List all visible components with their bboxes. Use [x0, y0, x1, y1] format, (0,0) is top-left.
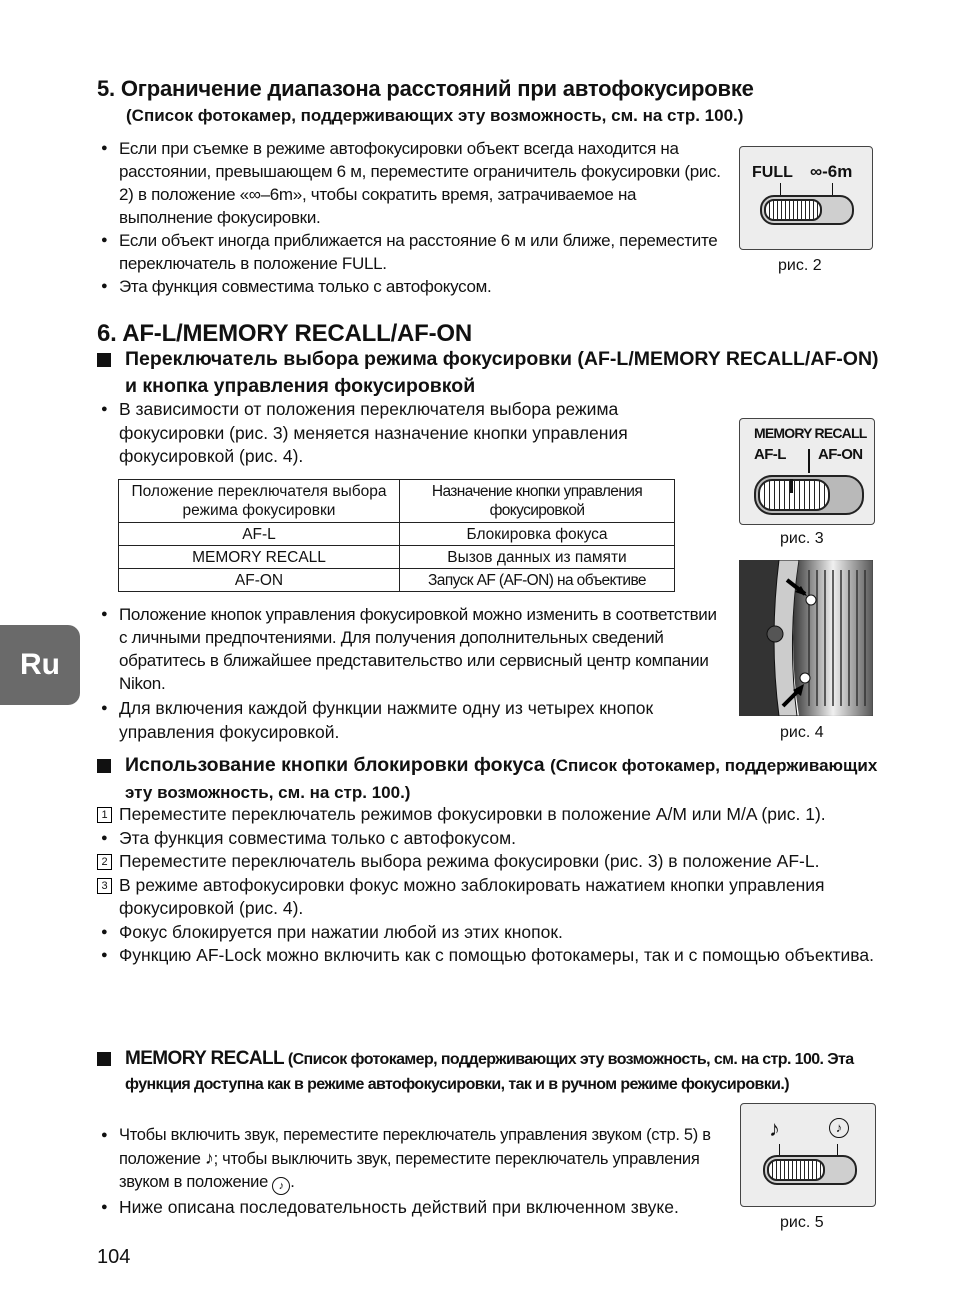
list-item: ● В зависимости от положения переключателя выбора режима фокусировки (рис. 3) меняется назначение кнопки управления фокусировкой (рис. 4).	[97, 398, 697, 469]
list-item: ● Для включения каждой функции нажмите одну из четырех кнопок управления фокусировкой.	[97, 697, 697, 744]
sound-switch-knob	[767, 1159, 825, 1181]
table-row	[119, 523, 675, 546]
focus-limiter-figure	[739, 146, 873, 250]
memory-recall-label: MEMORY RECALL	[754, 425, 867, 441]
list-item: 3 В режиме автофокусировки фокус можно заблокировать нажатием кнопки управления фокусировкой (рис. 4).	[97, 874, 887, 921]
sound-switch-figure	[740, 1103, 876, 1207]
sound-on-icon: ♪	[204, 1148, 214, 1168]
list-item: ● Если объект иногда приближается на расстояние 6 м или ближе, переместите переключатель в положение FULL.	[97, 229, 727, 275]
table-header: Назначение кнопки управления фокусировкой	[400, 480, 675, 523]
list-item: ● Эта функция совместима только с автофокусом.	[97, 827, 887, 851]
memory-recall-heading: MEMORY RECALL (Список фотокамер, поддерживающих эту возможность, см. на стр. 100. Эта функция доступна как в режиме автофокусировки, так и в ручном режиме фокусировки.)	[97, 1046, 887, 1097]
full-label: FULL	[752, 164, 793, 181]
page-number: 104	[97, 1246, 131, 1268]
sound-on-icon: ♪	[769, 1116, 780, 1141]
section6-bullets-2	[97, 697, 697, 744]
sound-off-icon: ♪	[829, 1118, 849, 1138]
table-row	[119, 546, 675, 569]
section5-title: 5. Ограничение диапазона расстояний при автофокусировке	[97, 76, 754, 101]
list-item: ● Фокус блокируется при нажатии любой из этих кнопок.	[97, 921, 887, 945]
list-item: ● Чтобы включить звук, переместите переключатель управления звуком (стр. 5) в положение ♪; чтобы выключить звук, переместите переключатель управления звуком в положение ♪ .	[97, 1124, 727, 1195]
infinity-6m-label: ∞-6m	[810, 162, 853, 181]
list-item: ● Эта функция совместима только с автофокусом.	[97, 275, 727, 298]
af-on-label: AF-ON	[818, 446, 863, 463]
table-row	[119, 569, 675, 592]
section6-title: 6. AF-L/MEMORY RECALL/AF-ON	[97, 320, 473, 347]
table-cell: AF-L	[119, 523, 400, 546]
list-item: 1 Переместите переключатель режимов фокусировки в положение A/M или M/A (рис. 1).	[97, 803, 887, 827]
table-header-row	[119, 480, 675, 523]
list-item: 2 Переместите переключатель выбора режима фокусировки (рис. 3) в положение AF-L.	[97, 850, 887, 874]
list-item: ● Функцию AF-Lock можно включить как с помощью фотокамеры, так и с помощью объектива.	[97, 944, 887, 968]
table-header: Положение переключателя выбора режима фокусировки	[119, 480, 400, 523]
focus-mode-table	[118, 479, 675, 592]
table-cell: Вызов данных из памяти	[400, 546, 675, 569]
list-item: ● Если при съемке в режиме автофокусировки объект всегда находится на расстоянии, превышающем 6 м, переместите ограничитель фокусировки (рис. 2) в положение «∞–6m», чтобы сократить время, затрачиваемое на выполнение фокусировки.	[97, 137, 727, 229]
focus-mode-switch-figure	[739, 418, 875, 525]
memory-recall-bullets	[97, 1124, 727, 1195]
table-cell: AF-ON	[119, 569, 400, 592]
section5-subtitle: (Список фотокамер, поддерживающих эту возможность, см. на стр. 100.)	[126, 106, 744, 125]
section5-bullets	[97, 137, 727, 298]
focus-lock-steps	[97, 803, 887, 968]
lens-buttons-figure	[739, 560, 873, 716]
language-tab: Ru	[0, 625, 80, 705]
list-item: ● Ниже описана последовательность действий при включенном звуке.	[97, 1196, 697, 1220]
limiter-switch-knob	[764, 199, 822, 221]
memory-recall-bullets-2	[97, 1196, 697, 1220]
af-l-label: AF-L	[754, 446, 786, 463]
fig2-caption: рис. 2	[778, 257, 822, 274]
table-cell: Блокировка фокуса	[400, 523, 675, 546]
table-cell: Запуск AF (AF-ON) на объективе	[400, 569, 675, 592]
sound-off-icon: ♪	[272, 1177, 290, 1195]
table-cell: MEMORY RECALL	[119, 546, 400, 569]
lens-illustration	[739, 560, 873, 716]
section6-bullets	[97, 603, 727, 695]
fig3-caption: рис. 3	[780, 530, 824, 547]
mode-switch-knob	[758, 479, 830, 511]
fig4-caption: рис. 4	[780, 724, 824, 741]
list-item: ● Положение кнопок управления фокусировкой можно изменить в соответствии с личными предпочтениями. Для получения дополнительных сведений обратитесь в ближайшее представительство или сервисный центр компании Nikon.	[97, 603, 727, 695]
focus-lock-heading: Использование кнопки блокировки фокуса (Список фотокамер, поддерживающих эту возможность, см. на стр. 100.)	[97, 752, 887, 806]
fig5-caption: рис. 5	[780, 1214, 824, 1231]
section6-intro	[97, 398, 697, 469]
section6-heading: Переключатель выбора режима фокусировки (AF-L/MEMORY RECALL/AF-ON) и кнопка управления фокусировкой	[97, 346, 887, 400]
